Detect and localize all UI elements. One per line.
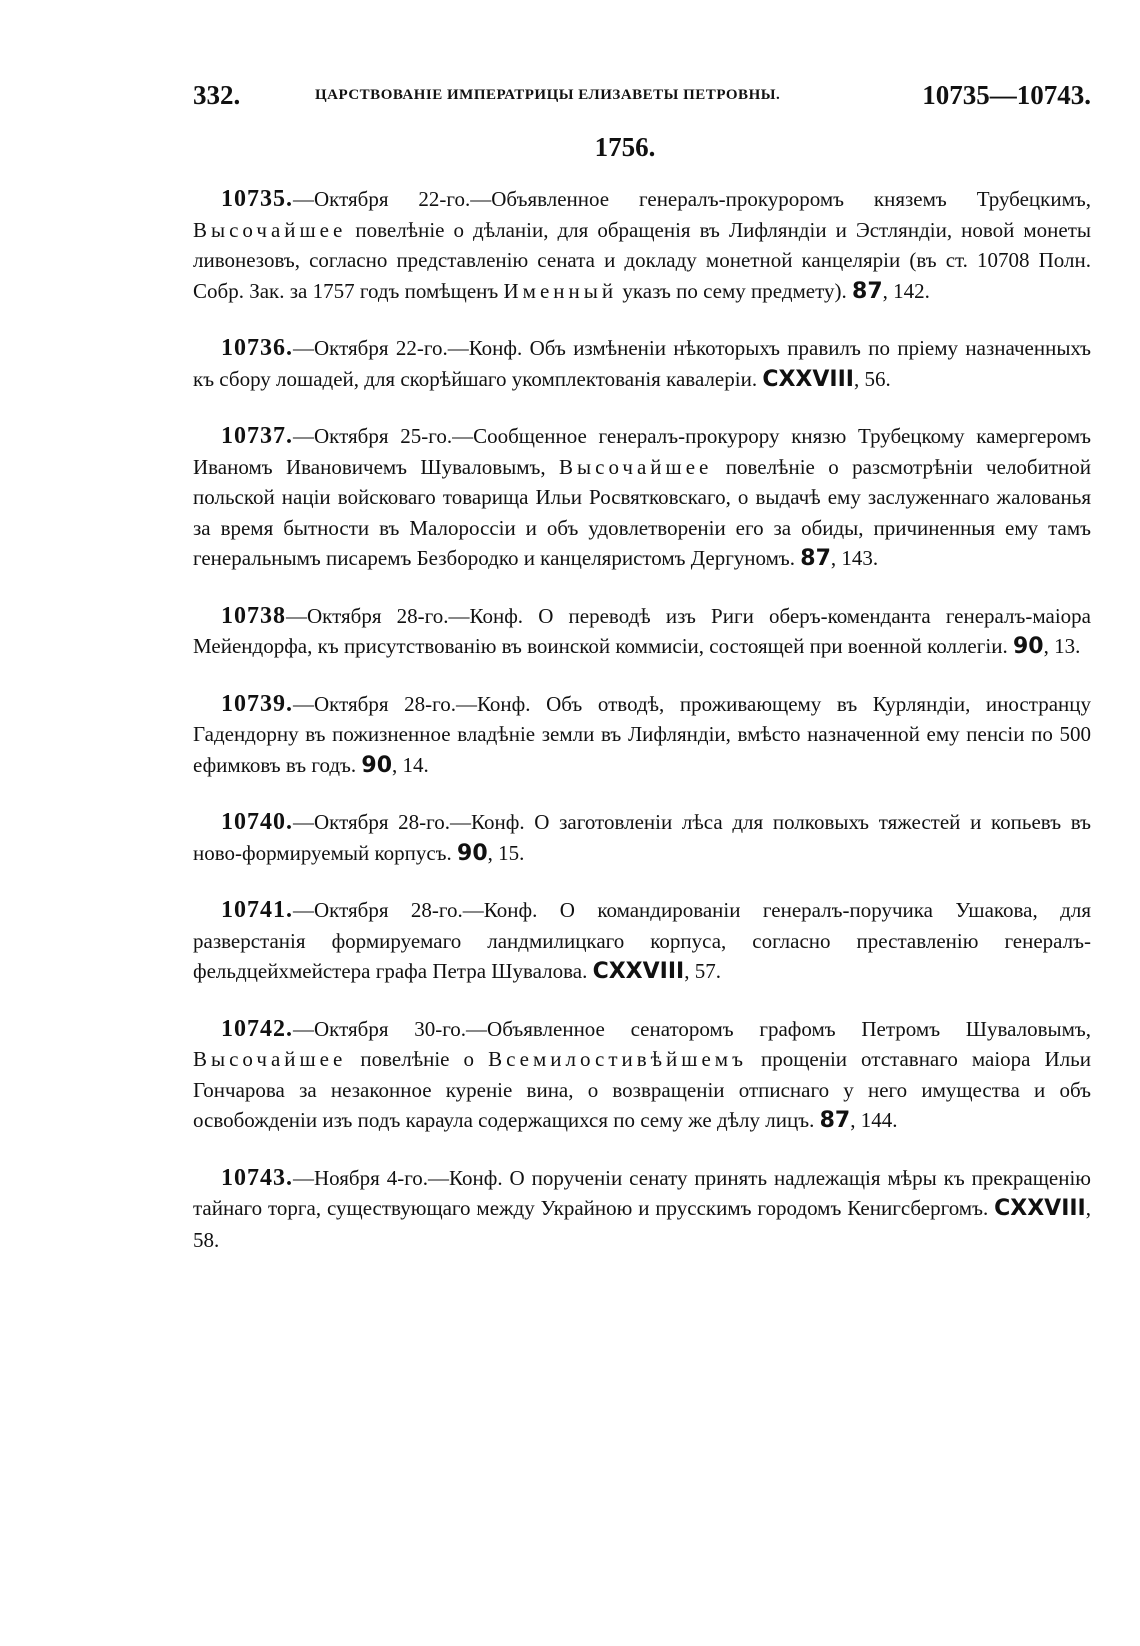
entry-number: 10736. (221, 335, 293, 361)
entry-text-spaced: Высочайшее (193, 1047, 347, 1071)
volume-reference: 90 (361, 752, 393, 778)
entries-list (193, 184, 1091, 1281)
entry-10738 (193, 601, 1091, 663)
entry-10737 (193, 421, 1091, 575)
volume-reference: 87 (819, 1108, 851, 1133)
entry-number: 10738 (221, 602, 286, 629)
entry-10741 (193, 895, 1091, 988)
entry-text: —Октября 22-го.—Конф. Объ измѣненiи нѣкоторыхъ правилъ по прiему назначенныхъ къ сбору лошадей, для скорѣйшаго укомплектованiя кавалерiи. (193, 336, 1091, 391)
entry-10736 (193, 333, 1091, 395)
entry-number: 10735. (221, 186, 293, 212)
page-reference: , 56. (853, 366, 891, 391)
entry-10742 (193, 1014, 1091, 1137)
entry-number: 10741. (221, 897, 293, 923)
entry-text: прощенiи отставнаго маiора Ильи Гончарова за незаконное куренiе вина, о возвращенiи отписнаго у него имущества и объ освобожденiи изъ подъ караула содержащихся по сему же дѣлу лицъ. (193, 1047, 1091, 1132)
page-reference: , 142. (882, 278, 930, 303)
entry-number: 10740. (221, 809, 293, 835)
volume-reference: 87 (852, 278, 883, 304)
page-reference: , 13. (1043, 634, 1081, 658)
entry-number: 10743. (221, 1164, 293, 1191)
page-reference: , 144. (850, 1108, 898, 1132)
entry-number: 10739. (221, 690, 293, 717)
volume-reference: CXXVIII (994, 1196, 1086, 1221)
volume-reference: 90 (457, 840, 488, 866)
entry-text: —Октября 28-го.—Конф. О переводѣ изъ Риги оберъ-коменданта генералъ-маiора Мейендорфа, къ присутствованiю въ воинской коммисiи, состоящей при военной коллегiи. (193, 603, 1091, 658)
entry-text-spaced: Именный (503, 278, 618, 303)
volume-reference: CXXVIII (762, 366, 854, 392)
entry-text: —Октября 28-го.—Конф. Объ отводѣ, проживающему въ Курляндiи, иностранцу Гадендорну въ пожизненное владѣнiе земли въ Лифляндiи, вмѣсто назначенной ему пенсiи по 500 ефимковъ въ годъ. (193, 691, 1091, 777)
entry-text-spaced: Высочайшее (559, 454, 713, 479)
page-number: 332. (193, 80, 241, 110)
entry-text: —Октября 22-го.—Объявленное генералъ-прокуроромъ княземъ Трубецкимъ, (293, 187, 1091, 211)
page-reference: , 14. (392, 752, 429, 777)
entry-text: повелѣнiе о дѣланiи, для обращенiя въ Лифляндiи и Эстляндiи, новой монеты ливонезовъ, согласно представленiю сената и докладу монетной канцелярiи (въ ст. 10708 Полн. Собр. Зак. за 1757 годъ помѣщенъ (193, 217, 1091, 303)
entry-text: —Октября 25-го.—Сообщенное генералъ-прокурору князю Трубецкому камергеромъ Иваномъ Ивановичемъ Шуваловымъ, (193, 424, 1091, 479)
entry-text: —Ноября 4-го.—Конф. О порученiи сенату принять надлежащiя мѣры къ прекращенiю тайнаго торга, существующаго между Украйною и прусскимъ городомъ Кенигсбергомъ. (193, 1165, 1091, 1220)
entry-text-spaced: Высочайшее (193, 217, 347, 242)
page-reference: , 15. (487, 840, 525, 865)
entry-number: 10742. (221, 1015, 293, 1042)
running-title: ЦАРСТВОВАНIЕ ИМПЕРАТРИЦЫ ЕЛИЗАВЕТЫ ПЕТРОВНЫ. (315, 87, 781, 103)
page-reference: , 143. (830, 546, 879, 570)
page-reference: , 58. (193, 1196, 1091, 1252)
entry-text: указъ по сему предмету). (617, 278, 853, 303)
volume-reference: 90 (1012, 634, 1044, 659)
year-heading: 1756. (594, 132, 656, 162)
entry-10739 (193, 689, 1091, 782)
page-reference: , 57. (684, 959, 721, 983)
entry-text-spaced: Всемилостивѣйшемъ (488, 1047, 747, 1071)
entry-text: —Октября 30-го.—Объявленное сенаторомъ графомъ Петромъ Шуваловымъ, (293, 1016, 1091, 1041)
entry-range: 10735—10743. (922, 80, 1091, 110)
entry-text: —Октября 28-го.—Конф. О командированiи генералъ-поручика Ушакова, для разверстанiя формируемаго ландмилицкаго корпуса, согласно преставленiю генералъ-фельдцейхмейстера графа Петра Шувалова. (193, 898, 1091, 983)
volume-reference: 87 (800, 546, 831, 571)
volume-reference: CXXVIII (592, 959, 685, 984)
entry-text: —Октября 28-го.—Конф. О заготовленiи лѣса для полковыхъ тяжестей и копьевъ въ ново-формируемый корпусъ. (193, 810, 1091, 865)
entry-number: 10737. (221, 423, 293, 449)
entry-10743 (193, 1163, 1091, 1256)
entry-text: повелѣнiе о разсмотрѣнiи челобитной польской нацiи войсковаго товарища Ильи Росвятковскаго, о выдачѣ ему заслуженнаго жалованья за время бытности въ Малороссiи и объ удовлетворенiи его за обиды, причиненныя ему тамъ генеральнымъ писаремъ Безбородко и канцеляристомъ Дергуномъ. (193, 454, 1091, 570)
entry-10735 (193, 184, 1091, 307)
entry-10740 (193, 807, 1091, 869)
running-head (193, 80, 1091, 116)
entry-text: повелѣнiе о (346, 1047, 489, 1071)
